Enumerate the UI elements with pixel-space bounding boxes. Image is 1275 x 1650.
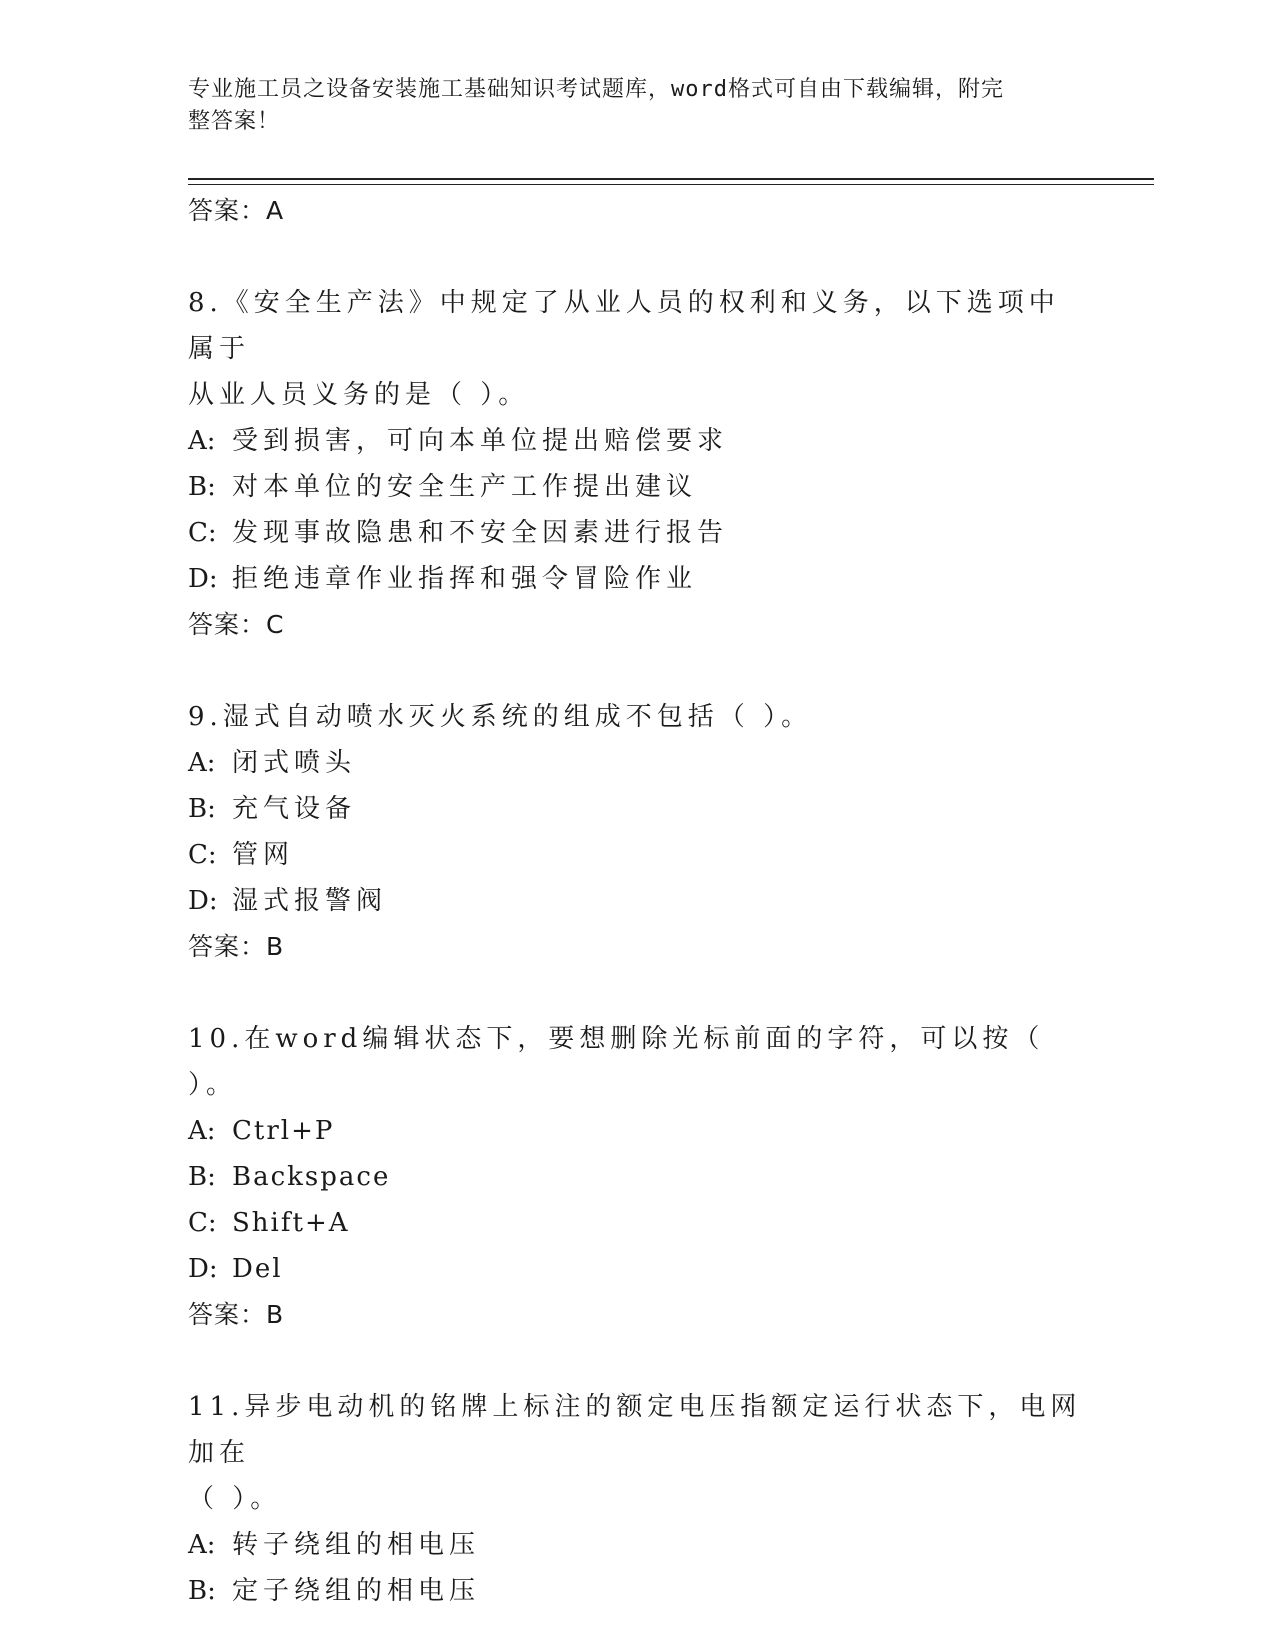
option-letter: A: xyxy=(188,748,216,778)
spacer xyxy=(188,648,1088,694)
option-c xyxy=(188,510,1088,556)
option-text: 发现事故隐患和不安全因素进行报告 xyxy=(232,518,729,548)
option-text: Backspace xyxy=(232,1162,391,1192)
option-letter: D: xyxy=(188,1254,218,1284)
question-text-continued: （ ）。 xyxy=(188,1484,282,1514)
option-text: 定子绕组的相电压 xyxy=(232,1576,481,1606)
question-text: 9.湿式自动喷水灭火系统的组成不包括（ ）。 xyxy=(188,702,813,732)
option-text: 湿式报警阀 xyxy=(232,886,388,916)
option-text: Ctrl+P xyxy=(232,1116,335,1146)
option-text: 对本单位的安全生产工作提出建议 xyxy=(232,472,698,502)
question-list xyxy=(188,188,1088,1614)
option-a xyxy=(188,740,1088,786)
header-line-2: 整答案！ xyxy=(188,109,281,134)
option-letter: B: xyxy=(188,794,216,824)
option-text: 充气设备 xyxy=(232,794,357,824)
question-9 xyxy=(188,694,1088,970)
option-letter: C: xyxy=(188,518,217,548)
option-letter: B: xyxy=(188,1162,216,1192)
option-c xyxy=(188,832,1088,878)
answer-line: 答案：B xyxy=(188,932,285,961)
question-text-continued: 从业人员义务的是（ ）。 xyxy=(188,380,530,410)
option-b xyxy=(188,786,1088,832)
spacer xyxy=(188,1338,1088,1384)
spacer xyxy=(188,234,1088,280)
header-divider xyxy=(188,178,1154,180)
option-b xyxy=(188,1154,1088,1200)
option-letter: B: xyxy=(188,1576,216,1606)
question-text: 8.《安全生产法》中规定了从业人员的权利和义务，以下选项中属于 xyxy=(188,288,1060,364)
question-text: 10.在word编辑状态下，要想删除光标前面的字符，可以按（ ）。 xyxy=(188,1024,1045,1100)
question-text: 11.异步电动机的铭牌上标注的额定电压指额定运行状态下，电网加在 xyxy=(188,1392,1082,1468)
question-11 xyxy=(188,1384,1088,1614)
option-b xyxy=(188,1568,1088,1614)
option-letter: B: xyxy=(188,472,216,502)
option-d xyxy=(188,1246,1088,1292)
option-text: Del xyxy=(232,1254,283,1284)
option-text: 闭式喷头 xyxy=(232,748,357,778)
option-b xyxy=(188,464,1088,510)
option-text: 拒绝违章作业指挥和强令冒险作业 xyxy=(232,564,698,594)
option-letter: A: xyxy=(188,1530,216,1560)
header-divider-thin xyxy=(188,184,1154,185)
option-d xyxy=(188,878,1088,924)
option-letter: C: xyxy=(188,1208,217,1238)
option-letter: A: xyxy=(188,1116,216,1146)
option-d xyxy=(188,556,1088,602)
question-8 xyxy=(188,280,1088,648)
header-line-1: 专业施工员之设备安装施工基础知识考试题库，word格式可自由下载编辑，附完 xyxy=(188,77,1004,102)
option-letter: D: xyxy=(188,886,218,916)
answer-line: 答案：B xyxy=(188,1300,285,1329)
option-a xyxy=(188,1522,1088,1568)
option-letter: C: xyxy=(188,840,217,870)
option-text: 受到损害，可向本单位提出赔偿要求 xyxy=(232,426,729,456)
option-text: 管网 xyxy=(232,840,295,870)
document-header xyxy=(188,74,1068,138)
option-letter: D: xyxy=(188,564,218,594)
option-text: Shift+A xyxy=(232,1208,350,1238)
option-letter: A: xyxy=(188,426,216,456)
answer-line: 答案：A xyxy=(188,196,285,225)
option-c xyxy=(188,1200,1088,1246)
option-a xyxy=(188,418,1088,464)
answer-line: 答案：C xyxy=(188,610,285,639)
spacer xyxy=(188,970,1088,1016)
option-text: 转子绕组的相电压 xyxy=(232,1530,481,1560)
option-a xyxy=(188,1108,1088,1154)
question-10 xyxy=(188,1016,1088,1338)
